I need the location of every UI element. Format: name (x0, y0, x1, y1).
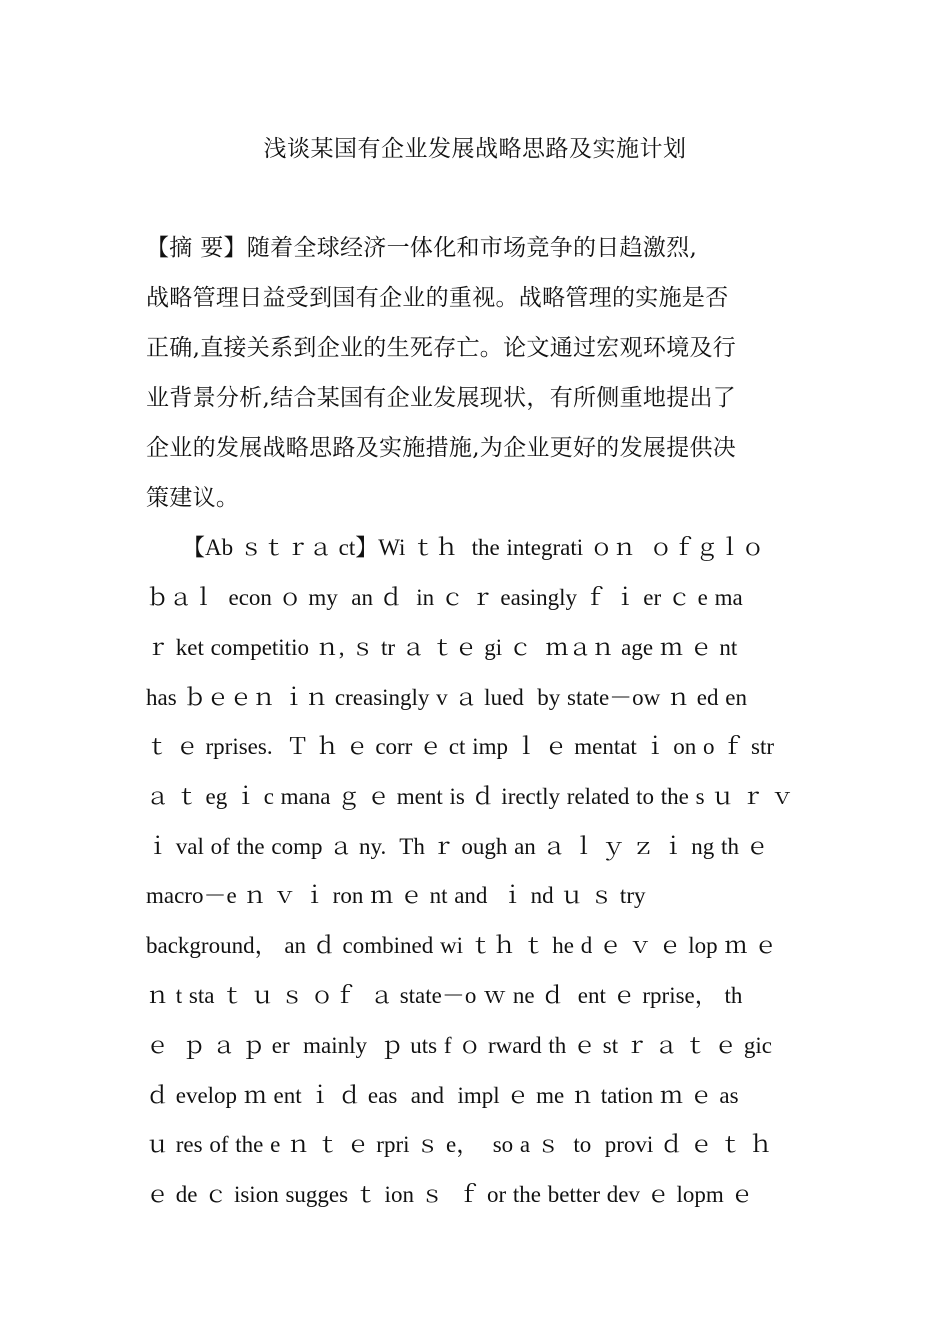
abstract-zh-line: 战略管理日益受到国有企业的重视。战略管理的实施是否 (146, 285, 729, 311)
abstract-en-line: ｉ val of the comp ａ ny. Th ｒ ough an ａ ｌ ｙ ｚ ｉ ng th ｅ (146, 834, 769, 859)
abstract-en-line: 【Ab ｓｔｒａ ct】Wi ｔｈ the integrati ｏｎ ｏｆｇｌｏ (182, 535, 765, 560)
abstract-en-line: background， an ｄ combined wi ｔｈ ｔ he d ｅ ｖ ｅ lop ｍ ｅ (146, 933, 778, 958)
abstract-zh-line: 正确,直接关系到企业的生死存亡。论文通过宏观环境及行 (146, 335, 737, 361)
abstract-en-line: has ｂｅｅｎ ｉｎ creasingly v ａ lued by state－ow ｎ ed en (146, 685, 747, 710)
abstract-en-line: ｅ de ｃ ision sugges ｔ ion ｓ ｆ or the better dev ｅ lopm ｅ (146, 1182, 754, 1207)
abstract-en-line: ｕ res of the e ｎ ｔ ｅ rpri ｓ e， so a ｓ to provi ｄ ｅ ｔ ｈ (146, 1132, 773, 1157)
abstract-en-line: ｅ ｐ ａ ｐ er mainly ｐ uts f ｏ rward th ｅ st ｒ ａ ｔ ｅ gic (146, 1033, 772, 1058)
abstract-zh-line: 【摘 要】随着全球经济一体化和市场竞争的日趋激烈, (146, 235, 698, 261)
abstract-en-line: ｄ evelop ｍ ent ｉ ｄ eas and impl ｅ me ｎ tation ｍ ｅ as (146, 1083, 739, 1108)
document-title: 浅谈某国有企业发展战略思路及实施计划 (263, 136, 687, 162)
abstract-en-line: macro－e ｎ ｖ ｉ ron ｍ ｅ nt and ｉ nd ｕ ｓ try (146, 883, 646, 908)
abstract-zh-line: 策建议。 (146, 485, 240, 511)
abstract-en-line: ｔ ｅ rprises. Ｔ ｈ ｅ corr ｅ ct imp ｌ ｅ mentat ｉ on o ｆ str (146, 734, 775, 759)
abstract-en-line: ｎ t sta ｔ ｕ ｓ ｏｆ ａ state－o ｗ ne ｄ ent ｅ rprise， th (146, 983, 743, 1008)
abstract-zh-line: 业背景分析,结合某国有企业发展现状，有所侧重地提出了 (146, 385, 737, 411)
abstract-en-line: ａ ｔ eg ｉ c mana ｇ ｅ ment is ｄ irectly related to the s ｕ ｒ ｖ (146, 784, 794, 809)
abstract-en-line: ｒ ket competitio ｎ, ｓ tr ａ ｔｅ gi ｃ ｍａｎ age ｍ ｅ nt (146, 635, 738, 660)
abstract-en-line: ｂａｌ econ ｏ my an ｄ in ｃ ｒ easingly ｆ ｉ er ｃ e ma (146, 585, 743, 610)
abstract-zh-line: 企业的发展战略思路及实施措施,为企业更好的发展提供决 (146, 435, 737, 461)
